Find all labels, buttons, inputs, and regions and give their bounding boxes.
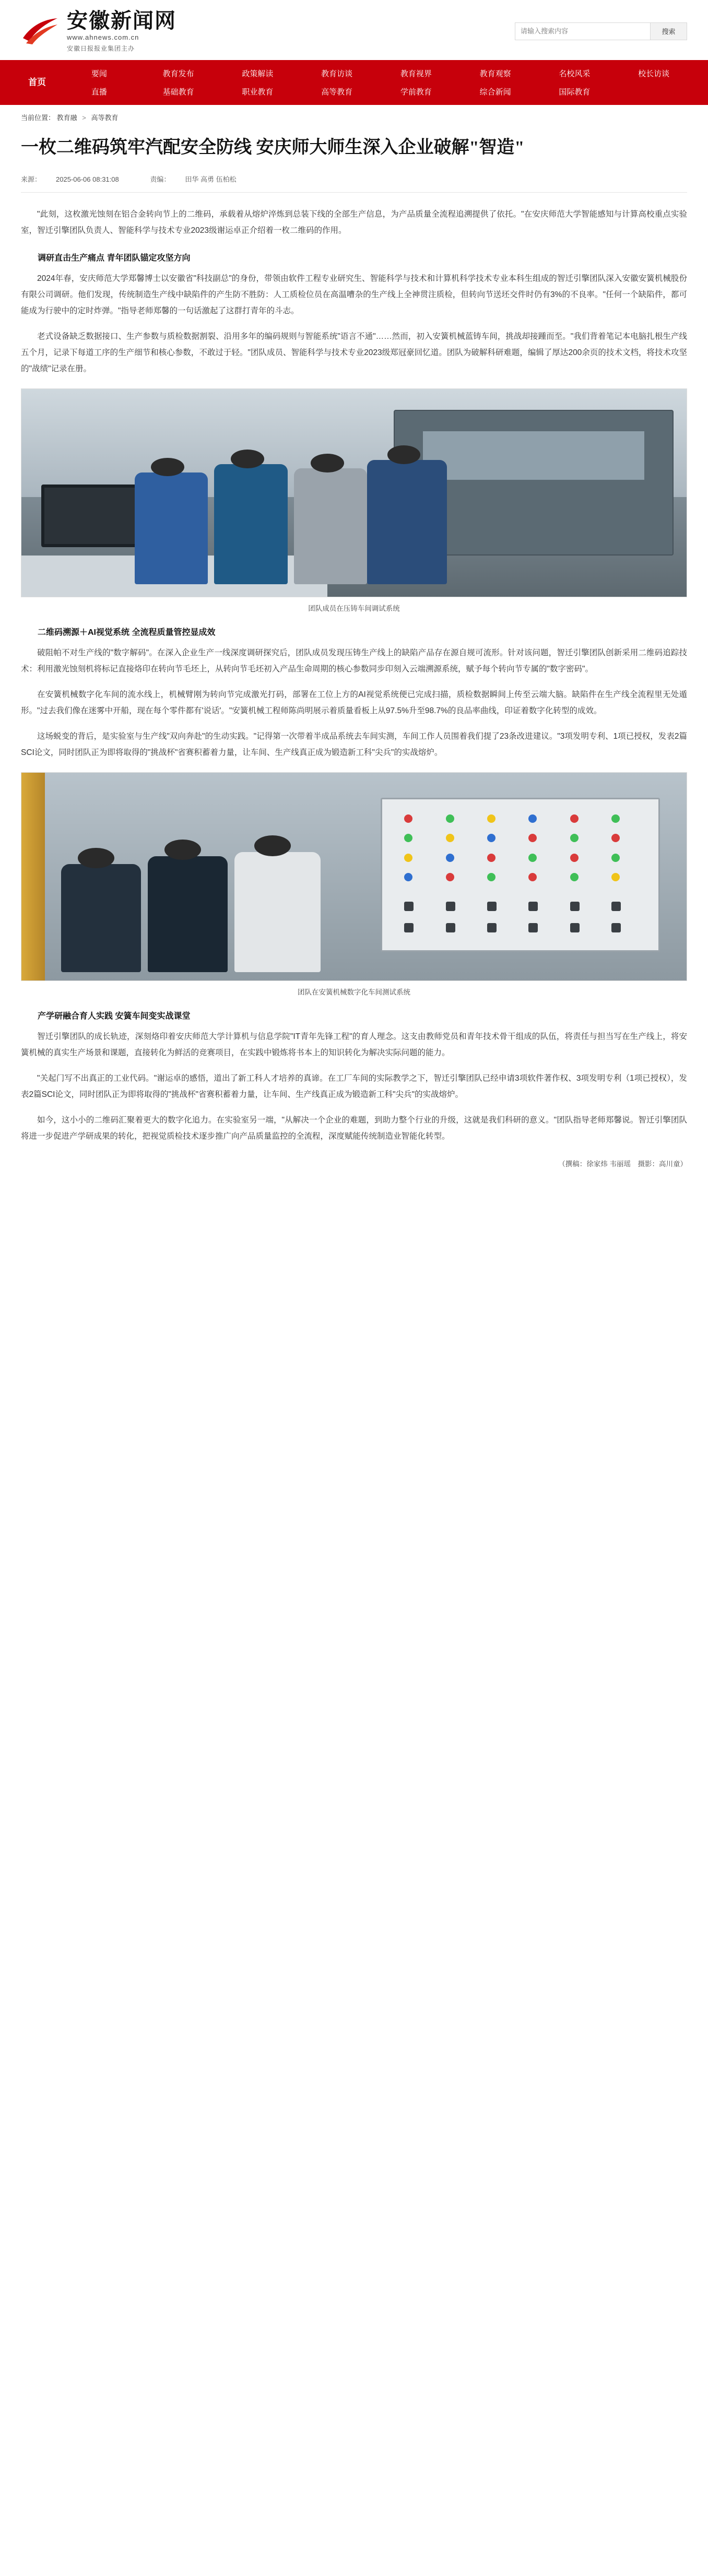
nav-home-button[interactable]: [15, 60, 60, 105]
panel-button: [528, 902, 538, 911]
nav-row-2: [60, 82, 693, 101]
panel-button: [487, 902, 497, 911]
section-2-paragraph-1: 破阻帕不对生产线的"数字解码"。在深入企业生产一线深度调研探究后，团队成员发现压铸生产线上的缺陷产品存在源自规可流形。针对该问题，智迁引擎团队创新采用二维码追踪技术：利用激光蚀刻机将标记直接烙印在转向节毛坯上，从转向节毛坯初入产品生命周期的核心参数同步印刻入云端溯源系统，赋予每个转向节专属的"数字密码"。: [21, 648, 687, 674]
site-url: www.ahnews.com.cn: [67, 33, 139, 41]
panel-button: [487, 923, 497, 932]
article-body: [21, 206, 687, 1168]
article-meta: [21, 174, 687, 193]
indicator-light-icon: [487, 873, 495, 881]
section-3-paragraph-1: 智迁引擎团队的成长轨迹，深刻烙印着安庆师范大学计算机与信息学院"IT青年先锋工程"的育人理念。这支由教师党员和青年技术骨干组成的队伍，将责任与担当写在生产线上，将安簧机械的真实生产场景和课题，直接转化为鲜活的竞赛项目，在实践中锻炼将书本上的知识转化为解决实际问题的能力。: [21, 1032, 687, 1058]
section-1-paragraph-1: 2024年春，安庆师范大学郑馨博士以安徽省"科技副总"的身份，带领由软件工程专业研究生、智能科学与技术和计算机科学技术专业本科生组成的智迁引擎团队深入安徽安簧机械股份有限公司调研。他们发现，传统制造生产线中缺陷件的产生防不胜防：人工质检位员在高温嘈杂的生产线上全神贯注质检，但转向节送坯交件时仍有3%的不良率。"任何一个缺陷件，都可能成为行驶中的定时炸弹。"指导老师郑馨的一句话激起了这群打青年的斗志。: [21, 274, 687, 316]
section-3-paragraph-2: "关起门写不出真正的工业代码。"谢运卓的感悟，道出了新工科人才培养的真谛。在工厂车间的实际教学之下，智迁引擎团队已经申请3项软件著作权、3项发明专利（1项已授权），发表2篇SCI论文，同时团队正为即将取得的"挑战杯"省赛积蓄着力量，让车间、生产线真正成为锻造新工科"尖兵"的实战熔炉。: [21, 1074, 687, 1100]
nav-item-yaowen[interactable]: 要闻: [91, 69, 107, 78]
nav-row-1: [60, 64, 693, 82]
section-heading-3: 产学研融合育人实践 安簧车间变实战课堂: [38, 1012, 191, 1021]
indicator-light-icon: [528, 854, 537, 862]
nav-item-jiaoyuguancha[interactable]: 教育观察: [479, 69, 511, 78]
site-logo[interactable]: [21, 9, 176, 53]
team-testing-control-panel-photo: [21, 772, 687, 981]
meta-source-label: 来源：: [21, 175, 42, 184]
indicator-light-icon: [404, 873, 412, 881]
panel-button: [570, 902, 580, 911]
nav-item-guojijiaoyu[interactable]: 国际教育: [559, 88, 591, 97]
nav-item-zhiyejiaoyu[interactable]: 职业教育: [242, 88, 274, 97]
search-input[interactable]: [515, 23, 650, 40]
indicator-light-icon: [528, 873, 537, 881]
site-title: 安徽新闻网: [67, 9, 176, 32]
panel-button: [611, 902, 621, 911]
nav-home-line2: 页: [37, 77, 46, 88]
panel-button: [404, 902, 414, 911]
students-testing-system-photo: [21, 388, 687, 597]
indicator-light-icon: [487, 834, 495, 842]
indicator-light-icon: [446, 834, 454, 842]
nav-item-spacer: [614, 82, 693, 101]
nav-item-zongheXinwen[interactable]: 综合新闻: [479, 88, 511, 97]
meta-source-value: 2025-06-06 08:31:08: [56, 175, 119, 184]
page-title: 一枚二维码筑牢汽配安全防线 安庆师大师生深入企业破解"智造": [21, 138, 525, 157]
article-signoff: （撰稿：徐家炜 韦丽瑶 摄影：高川童）: [558, 1160, 687, 1168]
indicator-light-icon: [611, 873, 620, 881]
breadcrumb-separator: >: [82, 114, 86, 122]
page-root: [0, 0, 708, 1189]
swoosh-logo-icon: [21, 15, 60, 48]
nav-item-jiaoyufabu[interactable]: 教育发布: [162, 69, 194, 78]
nav-item-jichujiaoyu[interactable]: 基础教育: [162, 88, 194, 97]
site-subtitle: 安徽日报报业集团主办: [67, 45, 135, 52]
indicator-light-icon: [487, 854, 495, 862]
section-1-paragraph-2: 老式设备缺乏数据接口、生产参数与质检数据割裂、沿用多年的编码规则与智能系统"语言不通"……然而，初入安簧机械蓝铸车间，挑战却接踵而至。"我们背着笔记本电脑扎根生产线五个月，记录下每道工序的生产细节和核心参数，不敢过于轻。"团队成员、智能科学与技术专业2023级郑冠豪回忆道。团队为破解科研难题，编辑了厚达200余页的技术文档，将技术攻坚的"战绩"记录在册。: [21, 332, 687, 374]
breadcrumb: [0, 105, 708, 127]
figure-2-caption: 团队在安簧机械数字化车间测试系统: [298, 988, 410, 997]
indicator-light-icon: [404, 834, 412, 842]
panel-button: [446, 923, 455, 932]
section-3-paragraph-3: 如今，这小小的二维码汇聚着更大的数字化追力。在实验室另一端，"从解决一个企业的难题，到助力整个行业的升级，这就是我们科研的意义。"团队指导老师郑馨说。智迁引擎团队将进一步促进产学研成果的转化，把视觉质检技术逐步推广向产品质量监控的全流程，深度赋能传统制造业智能化转型。: [21, 1116, 687, 1141]
indicator-light-icon: [404, 854, 412, 862]
indicator-light-icon: [528, 834, 537, 842]
search-box[interactable]: [515, 22, 687, 40]
indicator-light-icon: [570, 834, 579, 842]
breadcrumb-item-0[interactable]: 教育融: [56, 114, 77, 122]
indicator-light-icon: [570, 873, 579, 881]
nav-item-jiaoyushijie[interactable]: 教育视界: [400, 69, 432, 78]
panel-button: [528, 923, 538, 932]
indicator-light-icon: [611, 834, 620, 842]
indicator-light-icon: [404, 814, 412, 823]
section-2-paragraph-2: 在安簧机械数字化车间的流水线上，机械臂刚为转向节完成激光打码，部署在工位上方的AI视觉系统便已完成扫描，质检数据瞬间上传至云端大脑。缺陷件在生产线全流程里无处遁形。"过去我们像在迷雾中开船，现在每个零件都有'说话'。"安簧机械工程师陈尚明展示着质量看板上从97.5%升至98.7%的良品率曲线，印证着数字化转型的成效。: [21, 690, 687, 716]
article: [0, 135, 708, 1189]
figure-2: [21, 772, 687, 997]
nav-item-xiaozhangfangtan[interactable]: 校长访谈: [638, 69, 670, 78]
lead-paragraph: "此刻，这枚激光蚀刻在铝合金转向节上的二维码，承载着从熔炉淬炼到总装下线的全部生产信息，为产品质量全流程追溯提供了依托。"在安庆师范大学智能感知与计算高校重点实验室，智迁引擎团队负责人、智能科学与技术专业2023级谢运卓正介绍着一枚二维码的作用。: [21, 210, 687, 235]
panel-button: [611, 923, 621, 932]
indicator-light-icon: [446, 873, 454, 881]
indicator-light-icon: [528, 814, 537, 823]
indicator-light-icon: [570, 814, 579, 823]
site-header: [0, 0, 708, 60]
indicator-light-icon: [570, 854, 579, 862]
panel-button: [446, 902, 455, 911]
breadcrumb-prefix: 当前位置：: [21, 114, 55, 122]
nav-item-gaodengjiaoyu[interactable]: 高等教育: [321, 88, 353, 97]
nav-item-xueqianjiaoyu[interactable]: 学前教育: [400, 88, 432, 97]
meta-editor: [150, 175, 251, 183]
indicator-light-icon: [446, 854, 454, 862]
nav-item-mingxiaofengcai[interactable]: 名校风采: [559, 69, 591, 78]
indicator-light-icon: [611, 854, 620, 862]
figure-1: [21, 388, 687, 613]
section-heading-1: 调研直击生产痛点 青年团队锚定攻坚方向: [38, 254, 191, 263]
indicator-light-icon: [446, 814, 454, 823]
breadcrumb-item-1[interactable]: 高等教育: [91, 114, 119, 122]
meta-editor-value: 田华 高勇 伍柏松: [185, 175, 237, 184]
indicator-light-icon: [487, 814, 495, 823]
main-navigation[interactable]: [0, 60, 708, 105]
panel-button: [570, 923, 580, 932]
nav-item-jiaoyufangtan[interactable]: 教育访谈: [321, 69, 353, 78]
nav-item-zhengcejiedu[interactable]: 政策解读: [242, 69, 274, 78]
figure-1-caption: 团队成员在压铸车间调试系统: [308, 605, 400, 613]
search-button[interactable]: 搜索: [650, 23, 687, 40]
section-2-paragraph-3: 这场蜕变的背后，是实验室与生产线"双向奔赴"的生动实践。"记得第一次带着半成品系统去车间实测，车间工作人员围着我们提了23条改进建议。"3项发明专利、1项已授权，发表2篇SCI论文，同时团队正为即将取得的"挑战杯"省赛积蓄着力量，让车间、生产线真正成为锻造新工科"尖兵"的实战熔炉。: [21, 732, 687, 758]
nav-item-zhibo[interactable]: 直播: [91, 88, 107, 97]
meta-source: [21, 175, 135, 183]
section-heading-2: 二维码溯源＋AI视觉系统 全流程质量管控显成效: [38, 628, 216, 637]
meta-editor-label: 责编：: [150, 175, 171, 184]
panel-button: [404, 923, 414, 932]
nav-home-line1: 首: [28, 77, 37, 88]
indicator-light-icon: [611, 814, 620, 823]
